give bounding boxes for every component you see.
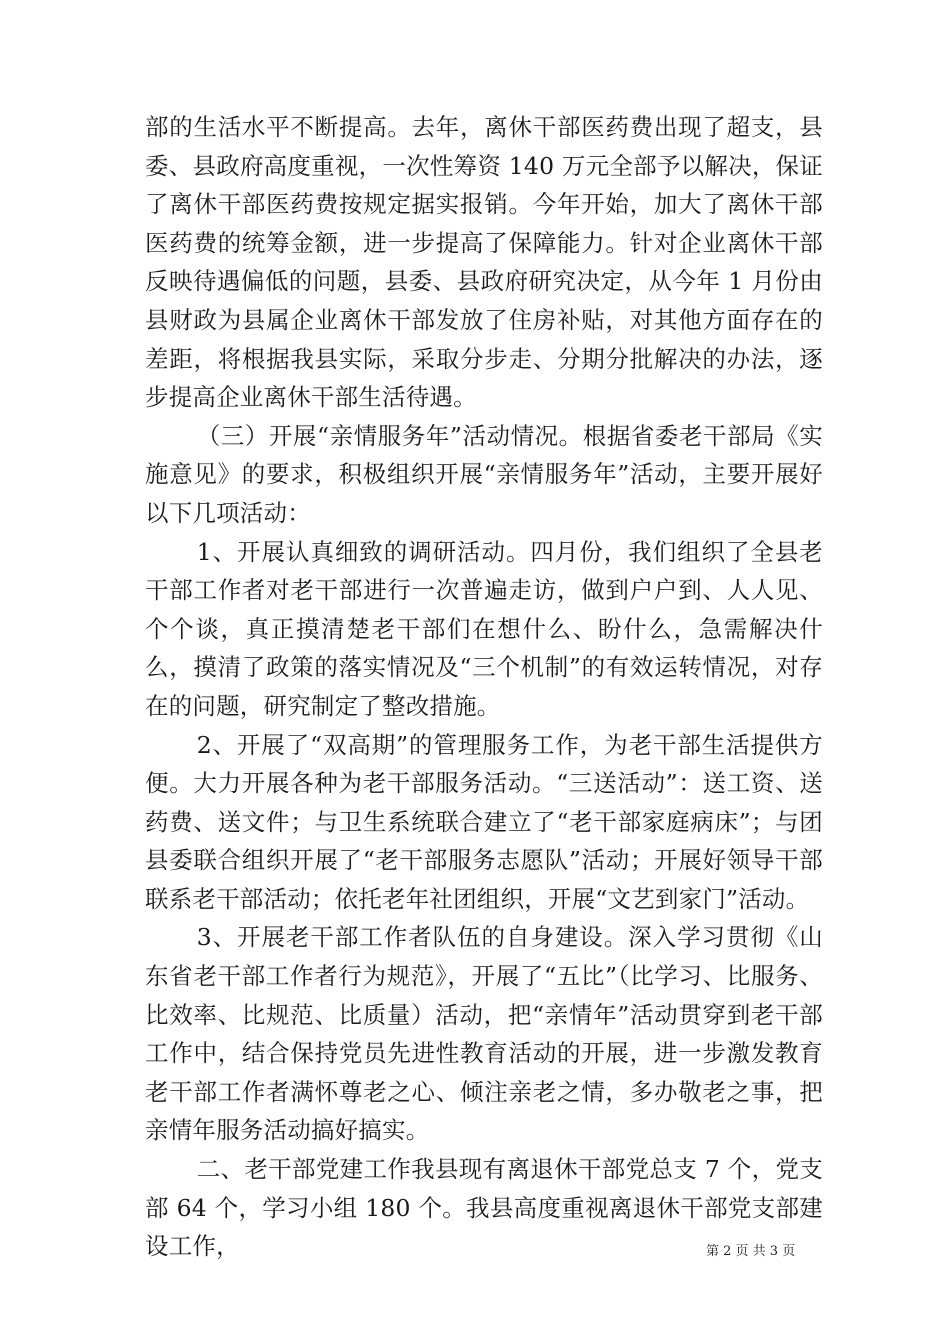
paragraph-item-2: 2、开展了“双高期”的管理服务工作，为老干部生活提供方便。大力开展各种为老干部服务活动。“三送活动”：送工资、送药费、送文件；与卫生系统联合建立了“老干部家庭病床”；与团县委联合组织开展了“老干部服务志愿队”活动；开展好领导干部联系老干部活动；依托老年社团组织，开展“文艺到家门”活动。 <box>145 730 823 913</box>
document-body <box>145 108 823 1266</box>
paragraph-section-three: （三）开展“亲情服务年”活动情况。根据省委老干部局《实施意见》的要求，积极组织开展“亲情服务年”活动，主要开展好以下几项活动： <box>145 421 823 527</box>
page-number: 第 2 页 共 3 页 <box>706 1244 796 1259</box>
paragraph-item-1: 1、开展认真细致的调研活动。四月份，我们组织了全县老干部工作者对老干部进行一次普遍走访，做到户户到、人人见、个个谈，真正摸清楚老干部们在想什么、盼什么，急需解决什么，摸清了政策的落实情况及“三个机制”的有效运转情况，对存在的问题，研究制定了整改措施。 <box>145 537 823 720</box>
paragraph-item-3: 3、开展老干部工作者队伍的自身建设。深入学习贯彻《山东省老干部工作者行为规范》，开展了“五比”（比学习、比服务、比效率、比规范、比质量）活动，把“亲情年”活动贯穿到老干部工作中，结合保持党员先进性教育活动的开展，进一步激发教育老干部工作者满怀尊老之心、倾注亲老之情，多办敬老之事，把亲情年服务活动搞好搞实。 <box>145 923 823 1145</box>
paragraph-section-two: 二、老干部党建工作我县现有离退休干部党总支 7 个，党支部 64 个，学习小组 180 个。我县高度重视离退休干部党支部建设工作， <box>145 1155 823 1261</box>
paragraph-continuation: 部的生活水平不断提高。去年，离休干部医药费出现了超支，县委、县政府高度重视，一次性筹资 140 万元全部予以解决，保证了离休干部医药费按规定据实报销。今年开始，加大了离休干部医药费的统筹金额，进一步提高了保障能力。针对企业离休干部反映待遇偏低的问题，县委、县政府研究决定，从今年 1 月份由县财政为县属企业离休干部发放了住房补贴，对其他方面存在的差距，将根据我县实际，采取分步走、分期分批解决的办法，逐步提高企业离休干部生活待遇。 <box>145 113 823 412</box>
